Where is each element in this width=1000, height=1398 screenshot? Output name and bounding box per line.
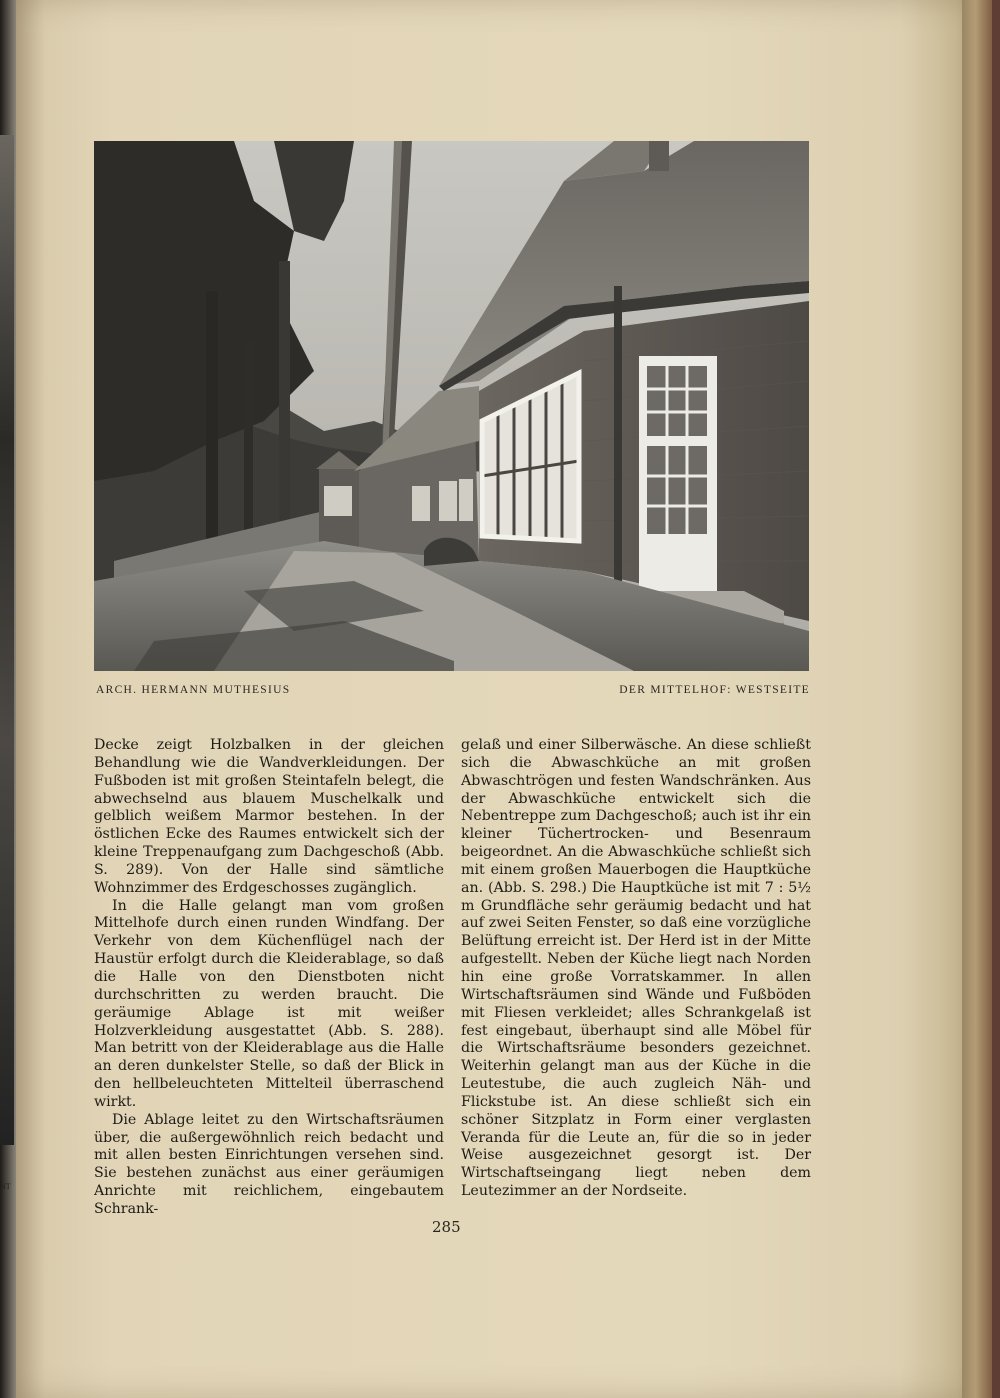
paragraph: gelaß und einer Silberwäsche. An diese schließt sich die Abwaschküche an mit großen Abwaschtrögen und festen Wandschränken. Aus der Abwaschküche entwickelt sich die Nebentreppe zum Dachgeschoß; auch ist ihr ein kleiner Tüchertrocken- und Besenraum beigeordnet. An die Abwaschküche schließt sich mit einem großen Mauerbogen die Hauptküche an. (Abb. S. 298.) Die Hauptküche ist mit 7 : 5½ m Grundfläche sehr geräumig bedacht und hat auf zwei Seiten Fenster, so daß eine vorzügliche Belüftung erreicht ist. Der Herd ist in der Mitte aufgestellt. Neben der Küche liegt nach Norden hin eine große Vorratskammer. In allen Wirtschaftsräumen sind Wände und Fußböden mit Fliesen verkleidet; alles Schrankgelaß ist fest eingebaut, überhaupt sind alle Möbel für die Wirtschaftsräume besonders gezeichnet. Weiterhin gelangt man aus der Küche in die Leutestube, die auch zugleich Näh- und Flickstube ist. An diese schließt sich ein schöner Sitzplatz in Form einer verglasten Veranda für die Leute an, für die so in jeder Weise ausgezeichnet gesorgt ist. Der Wirtschaftseingang liegt neben dem Leutezimmer an der Nordseite. (461, 737, 811, 1200)
paragraph: In die Halle gelangt man vom großen Mittelhofe durch einen runden Windfang. Der Verkehr von dem Küchenflügel nach der Haustür erfolgt durch die Kleiderablage, so daß die Halle von den Dienstboten nicht durchschritten zu werden braucht. Die geräumige Ablage ist mit weißer Holzverkleidung ausgestattet (Abb. S. 288). Man betritt von der Kleiderablage aus die Halle an deren dunkelster Stelle, so daß der Blick in den hellbeleuchteten Mittelteil überraschend wirkt. (94, 897, 444, 1110)
page-number: 285 (432, 1218, 461, 1236)
photograph-mittelhof-westseite (94, 141, 809, 671)
caption-subject: DER MITTELHOF: WESTSEITE (619, 684, 810, 696)
facing-page-photo-edge (0, 135, 14, 1145)
facing-page-edge-text: NT (0, 1182, 11, 1191)
left-text-column (94, 737, 444, 1219)
caption-architect: ARCH. HERMANN MUTHESIUS (96, 684, 291, 696)
paragraph: Die Ablage leitet zu den Wirtschaftsräumen über, die außergewöhnlich reich bedacht und mit allen besten Einrichtungen versehen sind. Sie bestehen zunächst aus einer geräumigen Anrichte mit reichlichem, eingebautem Schrank- (94, 1111, 444, 1217)
book-binding-edge (962, 0, 1000, 1398)
paragraph: Decke zeigt Holzbalken in der gleichen Behandlung wie die Wandverkleidungen. Der Fußboden ist mit großen Steintafeln belegt, die abwechselnd aus blauem Muschelkalk und gelblich weißem Marmor bestehen. In der östlichen Ecke des Raumes entwickelt sich der kleine Treppenaufgang zum Dachgeschoß (Abb. S. 289). Von der Halle sind sämtliche Wohnzimmer des Erdgeschosses zugänglich. (94, 737, 444, 896)
right-text-column (461, 737, 811, 1201)
